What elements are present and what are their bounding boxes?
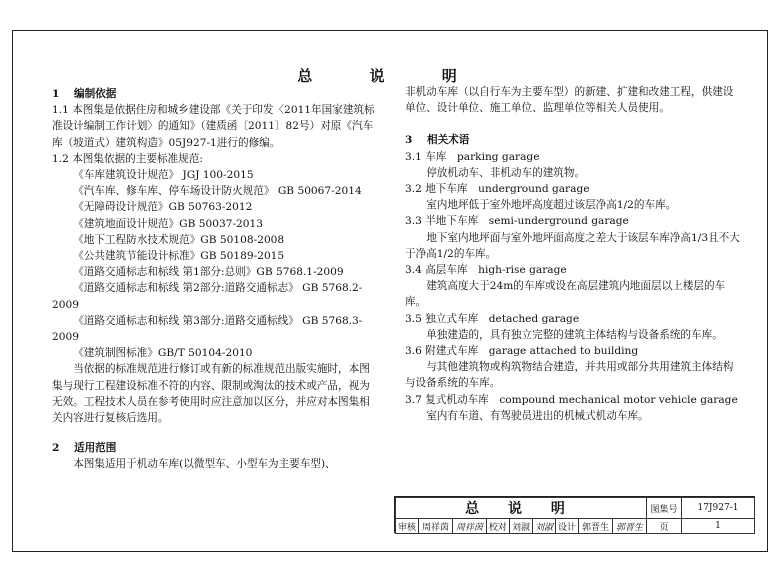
term-heading: 3.5 独立式车库 detached garage [405,312,580,325]
reference-item: 《地下工程防水技术规范》GB 50108-2008 [73,233,285,246]
term-heading: 3.1 车库 parking garage [405,150,540,163]
reviewer-signature: 周祥茵 [452,519,486,534]
term-definition: 建筑高度大于24m的车库或设在高层建筑内地面层以上楼层的车库。 [405,280,726,309]
atlas-number-label: 图集号 [647,498,682,519]
reference-item: 《汽车库、修车库、停车场设计防火规范》 GB 50067-2014 [73,185,362,198]
atlas-number: 17J927-1 [682,498,755,519]
review-label: 审核 [396,519,419,534]
term-definition: 室内有车道、有驾驶员进出的机械式机动车库。 [426,409,649,422]
term-heading: 3.7 复式机动车库 compound mechanical motor vehicle garage [405,393,738,406]
right-column [405,84,741,424]
term-definition: 室内地坪低于室外地坪高度超过该层净高1/2的车库。 [426,199,677,212]
reference-item: 《道路交通标志和标线 第1部分:总则》GB 5768.1-2009 [73,266,344,279]
paragraph-2-continued: 非机动车库（以自行车为主要车型）的新建、扩建和改建工程，供建设单位、设计单位、施工单位、监理单位等相关人员使用。 [405,86,734,115]
page-number: 1 [682,519,755,534]
page-label: 页 [647,519,682,534]
term-definition: 停放机动车、非机动车的建筑物。 [426,166,586,179]
designer-name: 郭晋生 [579,519,613,534]
checker-signature: 刘淑 [532,519,555,534]
reviewer-name: 周祥茵 [419,519,453,534]
design-label: 设计 [556,519,579,534]
reference-item: 《道路交通标志和标线 第3部分:道路交通标线》 GB 5768.3-2009 [52,314,363,344]
term-heading: 3.6 附建式车库 garage attached to building [405,345,639,358]
title-block [394,496,755,533]
term-heading: 3.2 地下车库 underground garage [405,183,590,196]
term-definition: 单独建造的，具有独立完整的建筑主体结构与设备系统的车库。 [426,328,723,341]
term-definition: 与其他建筑物或构筑物结合建造，并共用或部分共用建筑主体结构与设备系统的车库。 [405,361,734,390]
section-heading-1: 1 编制依据 [52,88,117,100]
page-title: 总 说 明 [297,67,483,85]
section-heading-3: 3 相关术语 [405,134,470,147]
left-column [52,84,378,473]
reference-item: 《车库建筑设计规范》 JGJ 100-2015 [73,169,254,182]
reference-item: 《无障碍设计规范》GB 50763-2012 [73,201,253,214]
paragraph-1-2: 1.2 本图集依据的主要标准规范: [52,152,203,165]
reference-item: 《道路交通标志和标线 第2部分:道路交通标志》 GB 5768.2-2009 [52,282,363,311]
reference-item: 《建筑制图标准》GB/T 50104-2010 [73,347,253,360]
paragraph-2-1: 本图集适用于机动车库(以微型车、小型车为主要车型)、 [73,458,336,471]
designer-signature: 郭晋生 [612,519,646,534]
reference-item: 《公共建筑节能设计标准》GB 50189-2015 [73,250,285,263]
term-list [405,149,741,424]
reference-item: 《建筑地面设计规范》GB 50037-2013 [73,217,263,230]
title-block-name: 总 说 明 [396,498,647,519]
reference-list [52,167,378,361]
section-heading-2: 2 适用范围 [52,442,117,455]
term-heading: 3.4 高层车库 high-rise garage [405,264,567,277]
paragraph-note: 当依据的标准规范进行修订或有新的标准规范出版实施时，本图集与现行工程建设标准不符的内容、限制或淘汰的技术或产品，视为无效。工程技术人员在参考使用时应注意加以区分，并应对本图集相关内容进行复核后选用。 [52,363,370,425]
term-definition: 地下室内地坪面与室外地坪面高度之差大于该层车库净高1/3且不大于净高1/2的车库。 [405,231,740,260]
check-label: 校对 [486,519,509,534]
paragraph-1-1: 1.1 本图集是依据住房和城乡建设部《关于印发〈2011年国家建筑标准设计编制工作计划〉的通知》（建质函〔2011〕82号）对原《汽车库（坡道式）建筑构造》05J927-1进行的修编。 [52,104,375,149]
term-heading: 3.3 半地下车库 semi-underground garage [405,215,629,228]
checker-name: 刘淑 [509,519,532,534]
